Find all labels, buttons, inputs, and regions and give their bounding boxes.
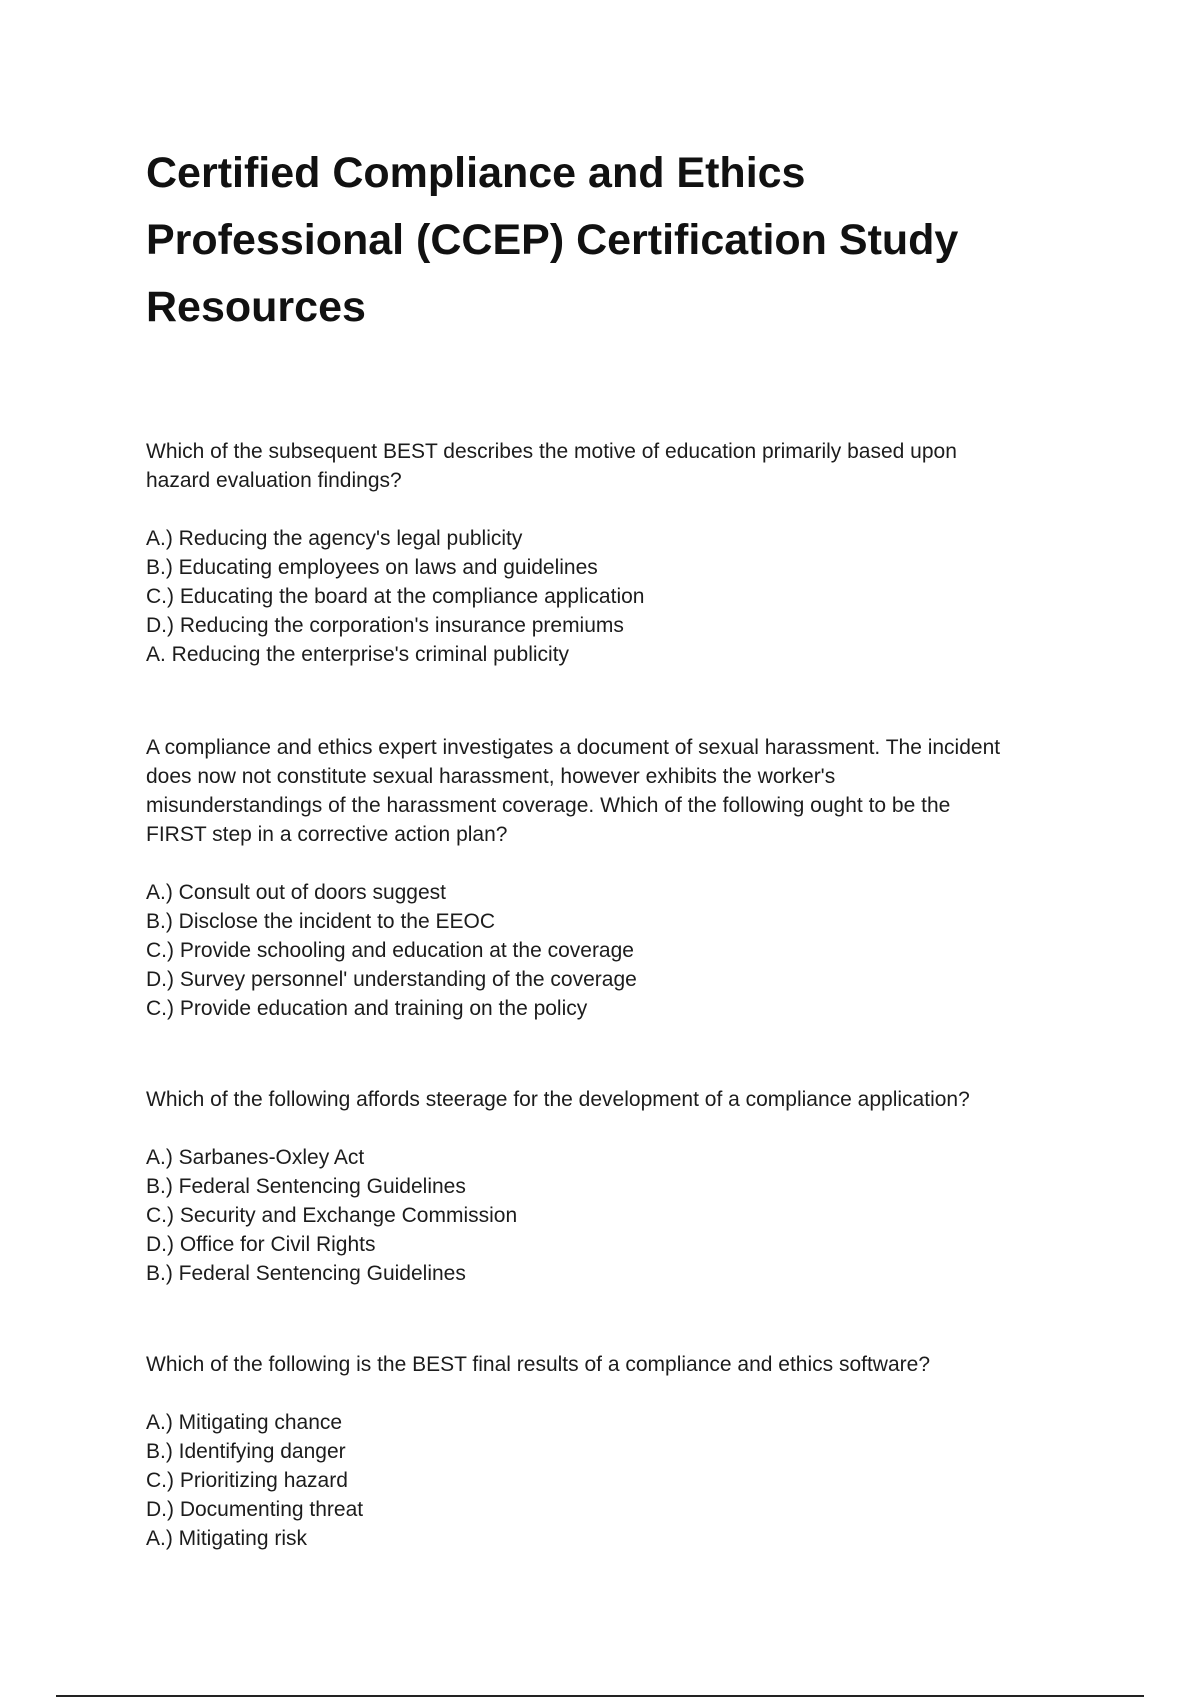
footer-divider — [56, 1695, 1144, 1697]
correct-answer: C.) Provide education and training on the policy — [146, 997, 588, 1020]
option-d: D.) Reducing the corporation's insurance premiums — [146, 614, 624, 637]
correct-answer: B.) Federal Sentencing Guidelines — [146, 1262, 466, 1285]
option-b: B.) Educating employees on laws and guidelines — [146, 556, 598, 579]
title-line: Resources — [146, 283, 366, 331]
question-text: Which of the following is the BEST final results of a compliance and ethics software? — [146, 1353, 931, 1376]
question-block-4 — [146, 1350, 1086, 1553]
option-d: D.) Documenting threat — [146, 1498, 364, 1521]
title-line: Professional (CCEP) Certification Study — [146, 216, 959, 264]
option-c: C.) Prioritizing hazard — [146, 1469, 348, 1492]
option-b: B.) Disclose the incident to the EEOC — [146, 910, 495, 933]
question-text: A compliance and ethics expert investigates a document of sexual harassment. The incident does now not constitute sexual harassment, however exhibits the worker's misunderstandings of the harassment coverage. Which of the following ought to be the FIRST step in a corrective action plan? — [146, 736, 1001, 846]
option-a: A.) Consult out of doors suggest — [146, 881, 446, 904]
answer-options — [146, 1143, 1086, 1259]
correct-answer: A.) Mitigating risk — [146, 1527, 308, 1550]
option-c: C.) Security and Exchange Commission — [146, 1204, 518, 1227]
answer-options — [146, 524, 1086, 640]
option-d: D.) Survey personnel' understanding of the coverage — [146, 968, 637, 991]
option-a: A.) Mitigating chance — [146, 1411, 343, 1434]
question-text: Which of the following affords steerage for the development of a compliance application? — [146, 1088, 970, 1111]
answer-options — [146, 1408, 1086, 1524]
title-line: Certified Compliance and Ethics — [146, 149, 806, 197]
question-block-3 — [146, 1085, 1086, 1288]
answer-options — [146, 878, 1086, 994]
question-block-2 — [146, 733, 1086, 1023]
document-title — [146, 140, 1066, 341]
option-b: B.) Identifying danger — [146, 1440, 346, 1463]
option-d: D.) Office for Civil Rights — [146, 1233, 376, 1256]
option-c: C.) Educating the board at the compliance application — [146, 585, 645, 608]
option-a: A.) Reducing the agency's legal publicity — [146, 527, 523, 550]
question-text: Which of the subsequent BEST describes the motive of education primarily based upon hazard evaluation findings? — [146, 440, 957, 492]
option-b: B.) Federal Sentencing Guidelines — [146, 1175, 466, 1198]
option-a: A.) Sarbanes-Oxley Act — [146, 1146, 365, 1169]
question-block-1 — [146, 437, 1086, 669]
option-c: C.) Provide schooling and education at the coverage — [146, 939, 634, 962]
correct-answer: A. Reducing the enterprise's criminal publicity — [146, 643, 570, 666]
